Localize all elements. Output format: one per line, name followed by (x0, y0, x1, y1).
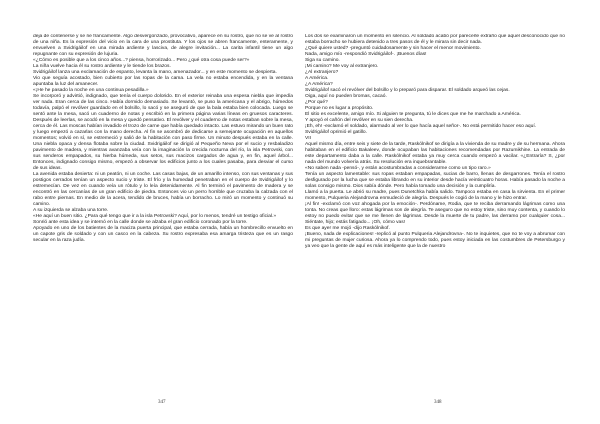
paragraph: ¿A América? (305, 82, 333, 87)
paragraph: A su izquierda se alzaba una torre. (33, 208, 109, 213)
paragraph: Llamó a la puerta. Le abrió su madre, pues Dunetchka había salido. Tampoco estaba en casa la sirvienta. En el primer momento, Pulqueria Alejandrovna enmudeció de alegría. Después le cogió de la mano y le hizo entrar. (305, 190, 565, 201)
page-number-left: 347 (158, 400, 166, 405)
paragraph: Aquel mismo día, entre seis y siete de la tarde, Raskólnikof se dirigía a la vivienda de su madre y de su hermana. Ahora habitaban en el edificio Bakaleev, donde ocupaban las habitaciones recomendadas por Razumikhine. La entrada de este departamento daba a la calle. Raskólnikof estaba ya muy cerca cuando empezó a vacilar. «¿Entraría? S, ¿por nada del mundo volvería atrás. Su resolución era inquebrantable. (305, 142, 565, 165)
paragraph: ¡Eh, eh! -exclamó el soldado, alarmado al ver lo que hacía aquel señor-. No está permitido hacer eso aquí. (305, 124, 537, 129)
paragraph: VII (305, 136, 311, 141)
paragraph: ¿Por qué? (305, 100, 328, 105)
paragraph: Y apoyó el cañón del revólver en su sien derecha. (305, 118, 414, 123)
paragraph: El sitio es excelente, amigo mío. Si alguien te pregunta, tú le dices que me he marchado a América. (305, 112, 521, 117)
left-page-text (33, 34, 293, 392)
paragraph: Los dos se examinaron un momento en silencio. Al soldado acabó por parecerle extraño que aquel desconocido que no estaba borracho se hubiera detenido a tres pasos de él y le mirara sin decir nada. (305, 34, 565, 45)
paragraph: ¿Qué quiere usted? -preguntó cuidadosamente y sin hacer el menor movimiento. (305, 46, 481, 51)
paragraph: Es que ayer me mojó -dijo Raskólnikof. (305, 226, 390, 231)
paragraph: Svidrigáilof sacó el revólver del bolsillo y lo preparó para disparar. El soldado arqueó las cejas. (305, 88, 510, 93)
paragraph: Oiga, aquí no pueden bromas, cacaó. (305, 94, 387, 99)
paragraph: Apoyado en uno de los batientes de la maciza puerta principal, que estaba cerrada, había un hombrecillo envuelto en un capote gris de soldado y con un casco en la cabeza. Su rostro expresaba esa amarga tristeza que es un rasgo secular en la raza judía. (33, 226, 293, 243)
page-number-right: 348 (434, 400, 442, 405)
paragraph: La avenida estaba desierta: ni un peatón, ni un coche. Las casas bajas, de un amarillo intenso, con sus ventanas y sus postigos cerrados tenían un aspecto sucio y triste. El frío y la humedad penetraban en el cuerpo de Svidrigáilof y lo estremecían. De vez en cuando veía un rótulo y lo leía detenidamente. Al fin terminó el pavimento de madera y se encontró en las cercanías de un gran edificio de piedra. Entonces vio un perro horrible que cruzaba la calzada con el rabo entre piernas. En medio de la acera, tendido de bruces, había un borracho. Lo miró un momento y continuó su camino. (33, 172, 293, 207)
paragraph: ¡Bueno, nada de explicaciones! -replicó al punto Pulqueria Alejandrovna-. No te inquietes, que no te voy a abrumar con mi preguntas de mujer curiosa. Ahora ya lo comprendo todo, pues estoy iniciada en las costumbres de Petersburgo y ya veo que la gente de aquí es más inteligente que la de nuestro (305, 232, 565, 249)
paragraph: Vio que seguía acostado, bien cubierto por las ropas de la cama. La vela no estaba encendida, y en la ventana apuntaba la luz del amanecer. (33, 76, 293, 87)
paragraph: ¡Al fin! -exclamó con voz ahogada por la emoción-. Perdóname, Rodia, que te reciba derramando lágrimas como una tonta. No creas que lloro: estas lágrimas son de alegría. Te aseguro que no estoy triste, sino muy contenta, y cuando lo estoy no puedo evitar que se me llenen de lágrimas. Desde la muerte de tu padre, las derramo por cualquier cosa... Siéntate, hijo; estás fatigado... ¡Oh, cómo vas! (305, 202, 565, 225)
paragraph: «¿Cómo es posible que a los cinco años...? piensa, horrorizado... Pero ¿qué otra cosa puede ser?» (33, 58, 250, 63)
paragraph: Svidrigáilof lanza una exclamación de espanto, levanta la mano, amenazador... y en este momento se despierta. (33, 70, 277, 75)
paragraph: Nada, amigo mío -respondió Svidrigáilof-. ¡Buenos días! (305, 52, 427, 57)
paragraph: Porque no es lugar a propósito. (305, 106, 374, 111)
paragraph: ¡Mi camino? Me voy al extranjero. (305, 64, 379, 69)
paragraph: «He aquí un buen sitio. ¿Para qué tengo que ir a la isla Petrovski? Aquí, por lo menos, tendré un testigo oficial.» (33, 214, 277, 219)
paragraph: «¡He he pasado la noche en una continua pesadilla.» (33, 88, 149, 93)
paragraph: «No saben nada -pensó-, y están acostumbradas a considerarme como un tipo raro.» (305, 166, 491, 171)
paragraph: Svidrigáilof oprimió el gatillo. (305, 130, 367, 135)
paragraph: A América. (305, 76, 329, 81)
paragraph: ¿Al extranjero? (305, 70, 339, 75)
paragraph: La niña vuelve hacia él su rostro ardiente y le tiende los brazos. (33, 64, 171, 69)
paragraph: deja de contenerse y se rie francamente. Algo desvergonzado, provocativo, aparece en su rostro, que no se ve al rostro de una niña. Es la expresión del vicio en la cara de una prostituta. Y los ojos se abren francamente, enteramente, y envuelven a Svidrigáilof en una mirada ardiente y lasciva, de alegre invitación... La carita infantil tiene un algo repugnante con su expresión de lujuria. (33, 34, 293, 57)
paragraph: Sonrió ante esta idea y se internó en la calle donde se alzaba el gran edificio coronado por la torre. (33, 220, 248, 225)
paragraph: Se incorporó y advirtió, indignado, que tenía el cuerpo dolorido. En el exterior reinaba una espesa niebla que impedía ver nada. Eran cerca de las cinco. Había dormido demasiado. Se levantó, se puso la americana y el abrigo, húmedos todavía, palpó el revólver guardado en el bolsillo, lo sacó y se aseguró de que la bala estaba bien colocada. Luego se sentó ante la mesa, sacó un cuaderno de notas y escribió en la primera página varias líneas en gruesos caracteres. Después de leerlas, se acodó en la mesa y quedó pensativo. El revólver y el cuaderno de notas estaban sobre la mesa, cerca de él. Las moscas habían invadido el trozo de carne que había quedado intacto. Las estuvo mirando un buen rato y luego empezó a cazarlas con la mano derecha. Al fin se asombró de dedicarse a semejante ocupación en aquellos momentos; volvió en sí, se estremeció y salió de la habitación con paso firme. Un minuto después estaba en la calle. Una niebla opaca y densa flotaba sobre la ciudad. Svidrigáilof se dirigió al Pequeño Neva por el sucio y resbaladizo pavimento de madera, y mientras avanzaba veía con la imaginación la crecida nocturna del río, la isla Petrovski, con sus senderos empapados, su hierba húmeda, sus setos, sus macizos cargados de agua y, en fin, aquel árbol... Entonces, indignado consigo mismo, empezó a observar los edificios junto a los cuales pasaba, para desviar el curso de sus ideas. (33, 94, 293, 171)
paragraph: Tenía un aspecto lamentable: sus ropas estaban empapadas, sucias de barro, llenas de desgarrones. Tenía el rostro desfigurado por la lucha que se estaba librando en su interior desde hacía veinticuatro horas. Había pasado la noche a solas consigo mismo. Dios sabía dónde. Pero había tomado una decisión y la cumpliría. (305, 172, 565, 189)
paragraph: Siga su camino. (305, 58, 340, 63)
right-page-text (305, 34, 565, 392)
